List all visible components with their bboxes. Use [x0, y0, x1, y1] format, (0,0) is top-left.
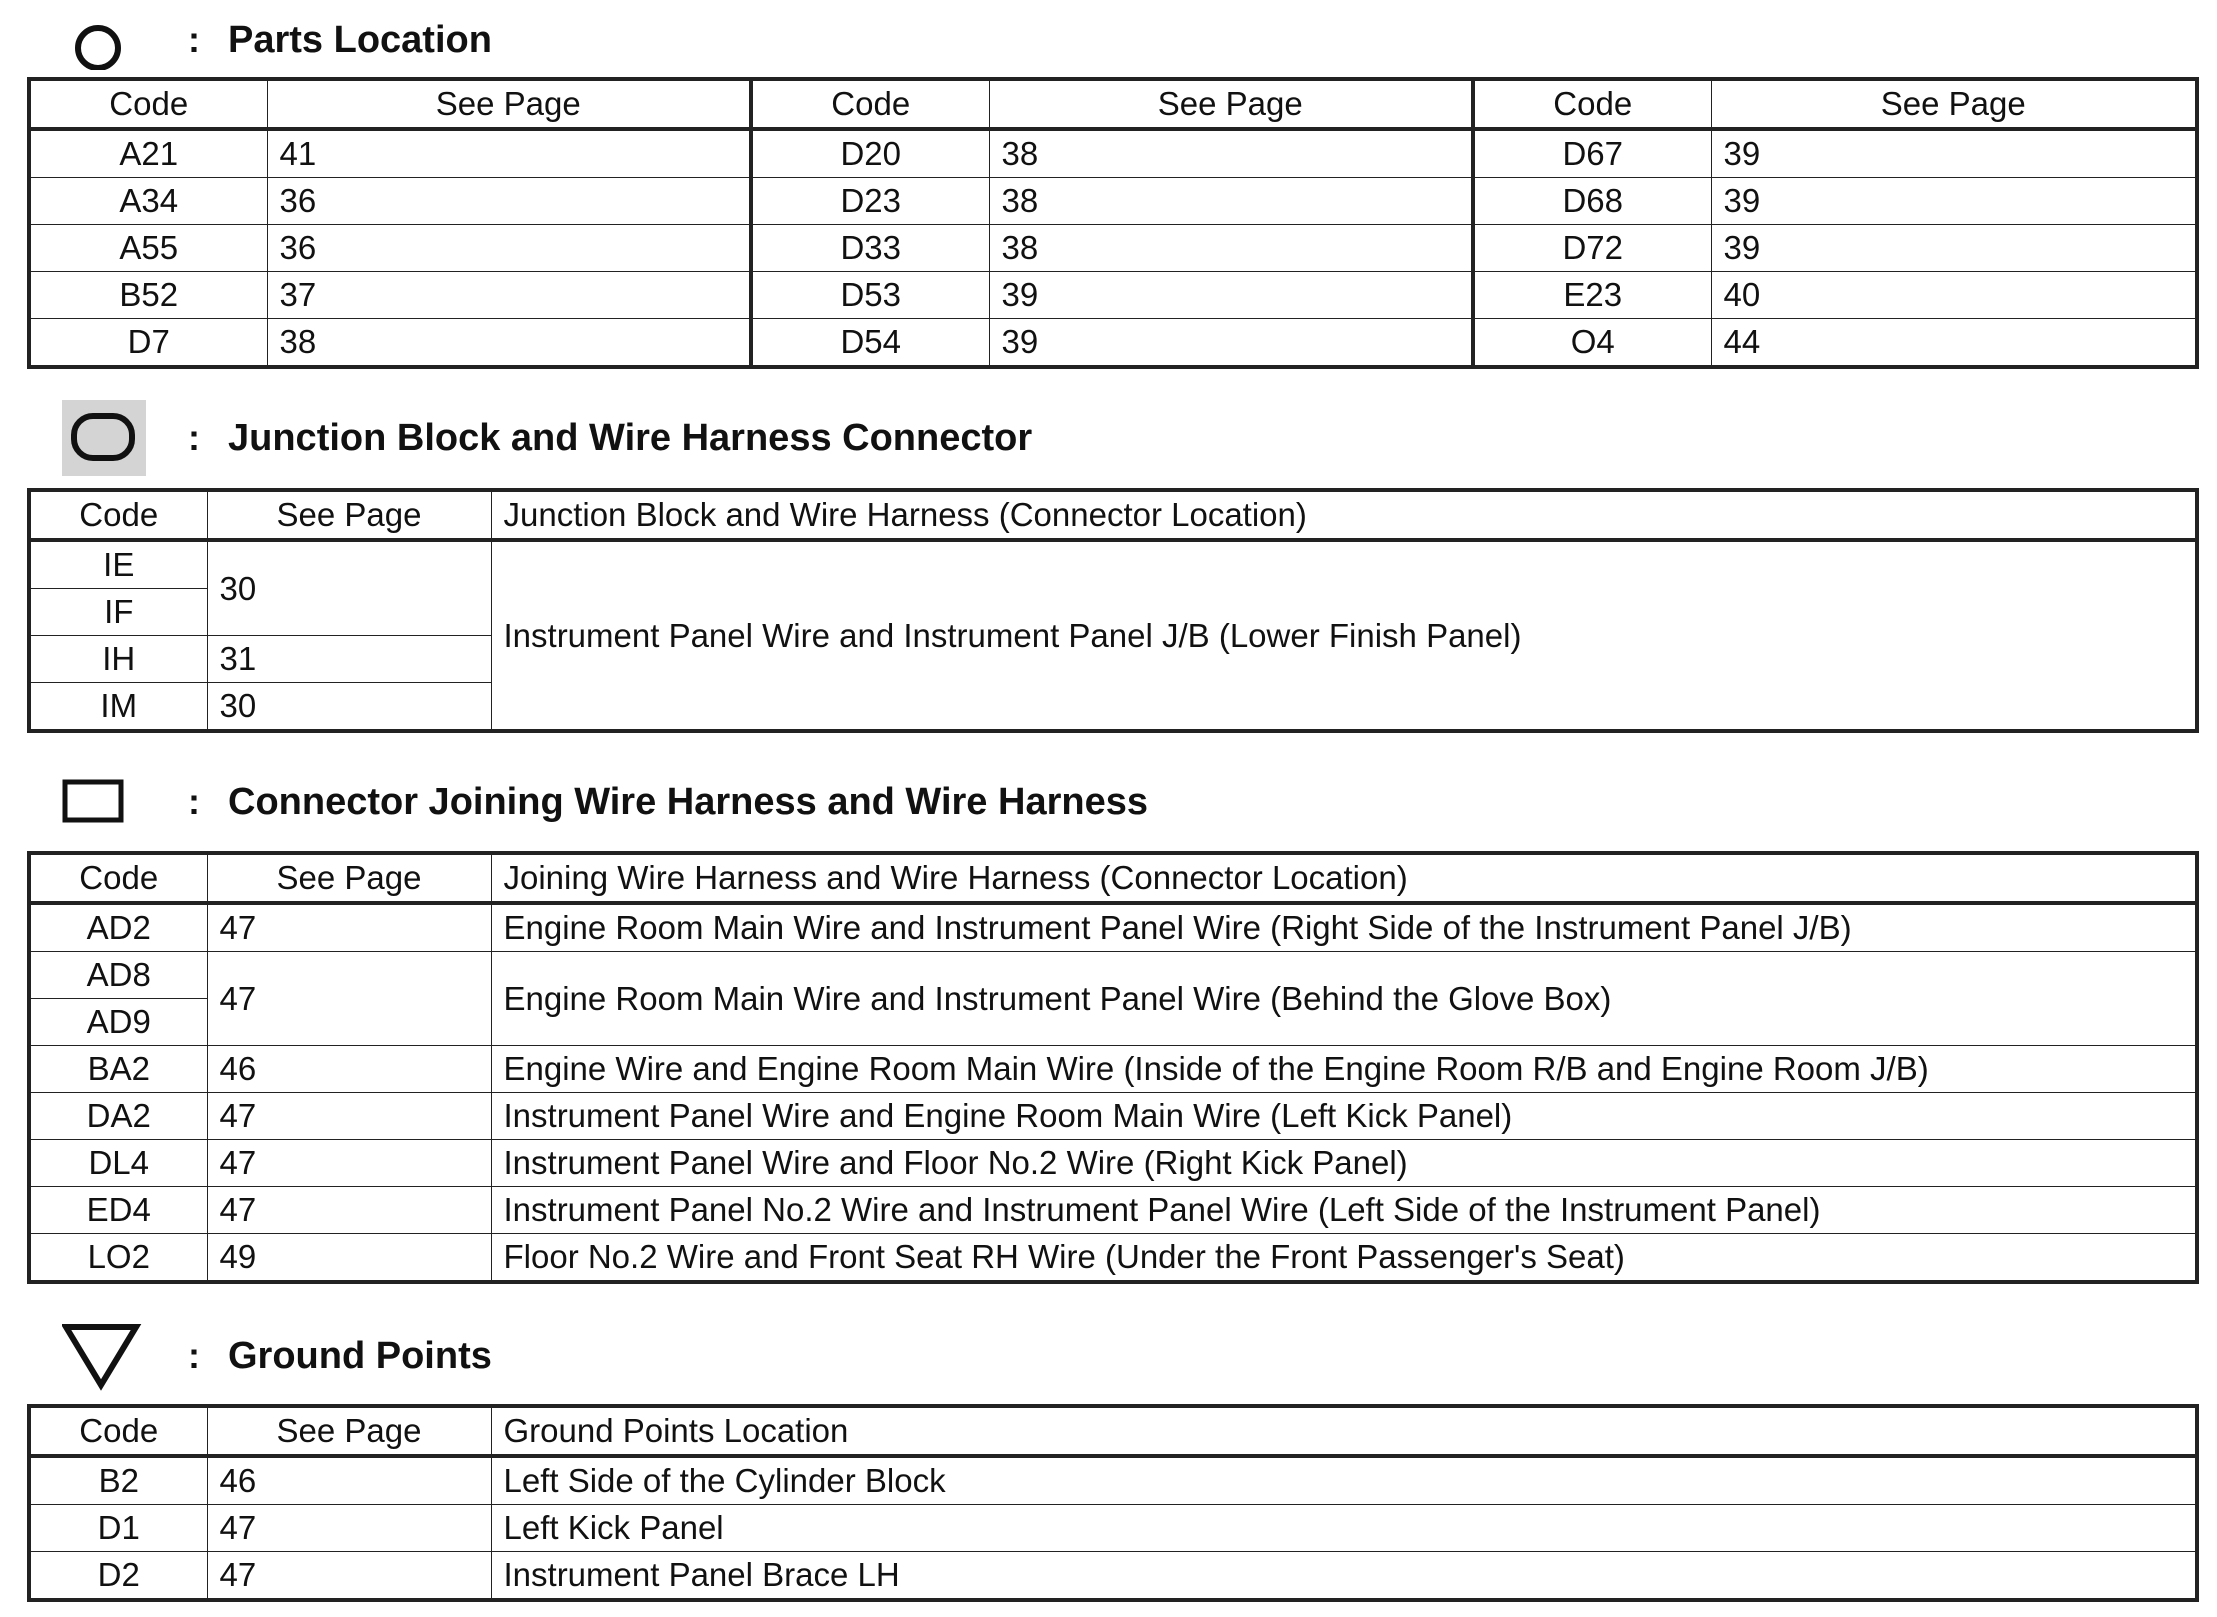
header-code: Code [29, 853, 207, 903]
location-cell: Engine Wire and Engine Room Main Wire (Inside of the Engine Room R/B and Engine Room J/B) [491, 1046, 2197, 1093]
table-row [29, 319, 2197, 368]
header-location: Joining Wire Harness and Wire Harness (Connector Location) [491, 853, 2197, 903]
page-cell: 47 [207, 952, 491, 1046]
code-cell: ED4 [29, 1187, 207, 1234]
table-row [29, 1187, 2197, 1234]
page-cell: 36 [267, 225, 751, 272]
header-code: Code [29, 490, 207, 540]
table-header-row [29, 490, 2197, 540]
page-cell: 39 [1711, 225, 2197, 272]
page-cell: 30 [207, 540, 491, 636]
code-cell: DL4 [29, 1140, 207, 1187]
code-cell: A55 [29, 225, 267, 272]
code-cell: IM [29, 683, 207, 732]
header-see-page: See Page [207, 853, 491, 903]
table-header-row [29, 1406, 2197, 1456]
header-see-page: See Page [267, 79, 751, 129]
rectangle-icon [62, 762, 162, 842]
table-row [29, 272, 2197, 319]
code-cell: D72 [1473, 225, 1711, 272]
table-row [29, 178, 2197, 225]
code-cell: D33 [751, 225, 989, 272]
code-cell: D54 [751, 319, 989, 368]
connector-heading [62, 762, 1148, 842]
header-see-page: See Page [207, 1406, 491, 1456]
code-cell: AD2 [29, 903, 207, 952]
location-cell: Instrument Panel No.2 Wire and Instrument Panel Wire (Left Side of the Instrument Panel) [491, 1187, 2197, 1234]
heading-colon: : [188, 1335, 200, 1376]
section-title: Connector Joining Wire Harness and Wire Harness [228, 780, 1148, 823]
code-cell: LO2 [29, 1234, 207, 1283]
circle-icon [62, 0, 162, 80]
code-cell: AD8 [29, 952, 207, 999]
code-cell: BA2 [29, 1046, 207, 1093]
header-code: Code [751, 79, 989, 129]
location-cell: Instrument Panel Wire and Floor No.2 Wire (Right Kick Panel) [491, 1140, 2197, 1187]
code-cell: A34 [29, 178, 267, 225]
header-location: Junction Block and Wire Harness (Connector Location) [491, 490, 2197, 540]
table-row [29, 903, 2197, 952]
page-cell: 38 [989, 225, 1473, 272]
code-cell: O4 [1473, 319, 1711, 368]
table-row [29, 129, 2197, 178]
code-cell: B2 [29, 1456, 207, 1505]
code-cell: AD9 [29, 999, 207, 1046]
page-cell: 40 [1711, 272, 2197, 319]
table-row [29, 540, 2197, 589]
section-title: Parts Location [228, 18, 492, 61]
table-header-row [29, 79, 2197, 129]
table-row [29, 1046, 2197, 1093]
code-cell: E23 [1473, 272, 1711, 319]
location-cell: Left Side of the Cylinder Block [491, 1456, 2197, 1505]
section-title: Ground Points [228, 1334, 492, 1377]
location-cell: Instrument Panel Wire and Engine Room Main Wire (Left Kick Panel) [491, 1093, 2197, 1140]
header-see-page: See Page [207, 490, 491, 540]
ground-points-table [27, 1404, 2199, 1602]
page-cell: 38 [267, 319, 751, 368]
code-cell: D1 [29, 1505, 207, 1552]
page-cell: 31 [207, 636, 491, 683]
header-code: Code [29, 79, 267, 129]
location-cell: Engine Room Main Wire and Instrument Panel Wire (Right Side of the Instrument Panel J/B) [491, 903, 2197, 952]
header-see-page: See Page [1711, 79, 2197, 129]
location-cell: Engine Room Main Wire and Instrument Panel Wire (Behind the Glove Box) [491, 952, 2197, 1046]
page-cell: 39 [989, 272, 1473, 319]
page-cell: 47 [207, 1140, 491, 1187]
connector-table [27, 851, 2199, 1284]
table-row [29, 1456, 2197, 1505]
table-row [29, 1093, 2197, 1140]
parts-location-heading [62, 0, 492, 80]
page-cell: 37 [267, 272, 751, 319]
page-cell: 46 [207, 1046, 491, 1093]
table-row [29, 1140, 2197, 1187]
code-cell: B52 [29, 272, 267, 319]
code-cell: D68 [1473, 178, 1711, 225]
page-cell: 47 [207, 1187, 491, 1234]
page-cell: 47 [207, 1505, 491, 1552]
page-cell: 38 [989, 178, 1473, 225]
page-cell: 36 [267, 178, 751, 225]
header-code: Code [1473, 79, 1711, 129]
code-cell: D7 [29, 319, 267, 368]
ground-points-heading [62, 1316, 492, 1396]
parts-location-table [27, 77, 2199, 369]
code-cell: D20 [751, 129, 989, 178]
heading-colon: : [188, 417, 200, 458]
table-header-row [29, 853, 2197, 903]
page-cell: 39 [989, 319, 1473, 368]
heading-colon: : [188, 19, 200, 60]
table-row [29, 952, 2197, 999]
code-cell: A21 [29, 129, 267, 178]
page-cell: 30 [207, 683, 491, 732]
triangle-down-icon [62, 1316, 162, 1396]
page-cell: 49 [207, 1234, 491, 1283]
code-cell: D67 [1473, 129, 1711, 178]
page-cell: 47 [207, 1552, 491, 1601]
location-cell: Instrument Panel Wire and Instrument Panel J/B (Lower Finish Panel) [491, 540, 2197, 731]
junction-block-heading [62, 398, 1032, 478]
header-see-page: See Page [989, 79, 1473, 129]
location-cell: Floor No.2 Wire and Front Seat RH Wire (Under the Front Passenger's Seat) [491, 1234, 2197, 1283]
section-title: Junction Block and Wire Harness Connector [228, 416, 1033, 459]
table-row [29, 1552, 2197, 1601]
code-cell: D2 [29, 1552, 207, 1601]
code-cell: D23 [751, 178, 989, 225]
code-cell: IH [29, 636, 207, 683]
page-cell: 46 [207, 1456, 491, 1505]
page-cell: 39 [1711, 129, 2197, 178]
code-cell: DA2 [29, 1093, 207, 1140]
table-row [29, 1234, 2197, 1283]
code-cell: D53 [751, 272, 989, 319]
junction-block-table [27, 488, 2199, 733]
code-cell: IF [29, 589, 207, 636]
code-cell: IE [29, 540, 207, 589]
heading-colon: : [188, 781, 200, 822]
page-cell: 47 [207, 1093, 491, 1140]
page-cell: 41 [267, 129, 751, 178]
table-row [29, 225, 2197, 272]
page-cell: 47 [207, 903, 491, 952]
page-cell: 38 [989, 129, 1473, 178]
rounded-rect-icon [62, 398, 162, 478]
header-location: Ground Points Location [491, 1406, 2197, 1456]
page-cell: 44 [1711, 319, 2197, 368]
table-row [29, 1505, 2197, 1552]
location-cell: Left Kick Panel [491, 1505, 2197, 1552]
location-cell: Instrument Panel Brace LH [491, 1552, 2197, 1601]
page-cell: 39 [1711, 178, 2197, 225]
header-code: Code [29, 1406, 207, 1456]
